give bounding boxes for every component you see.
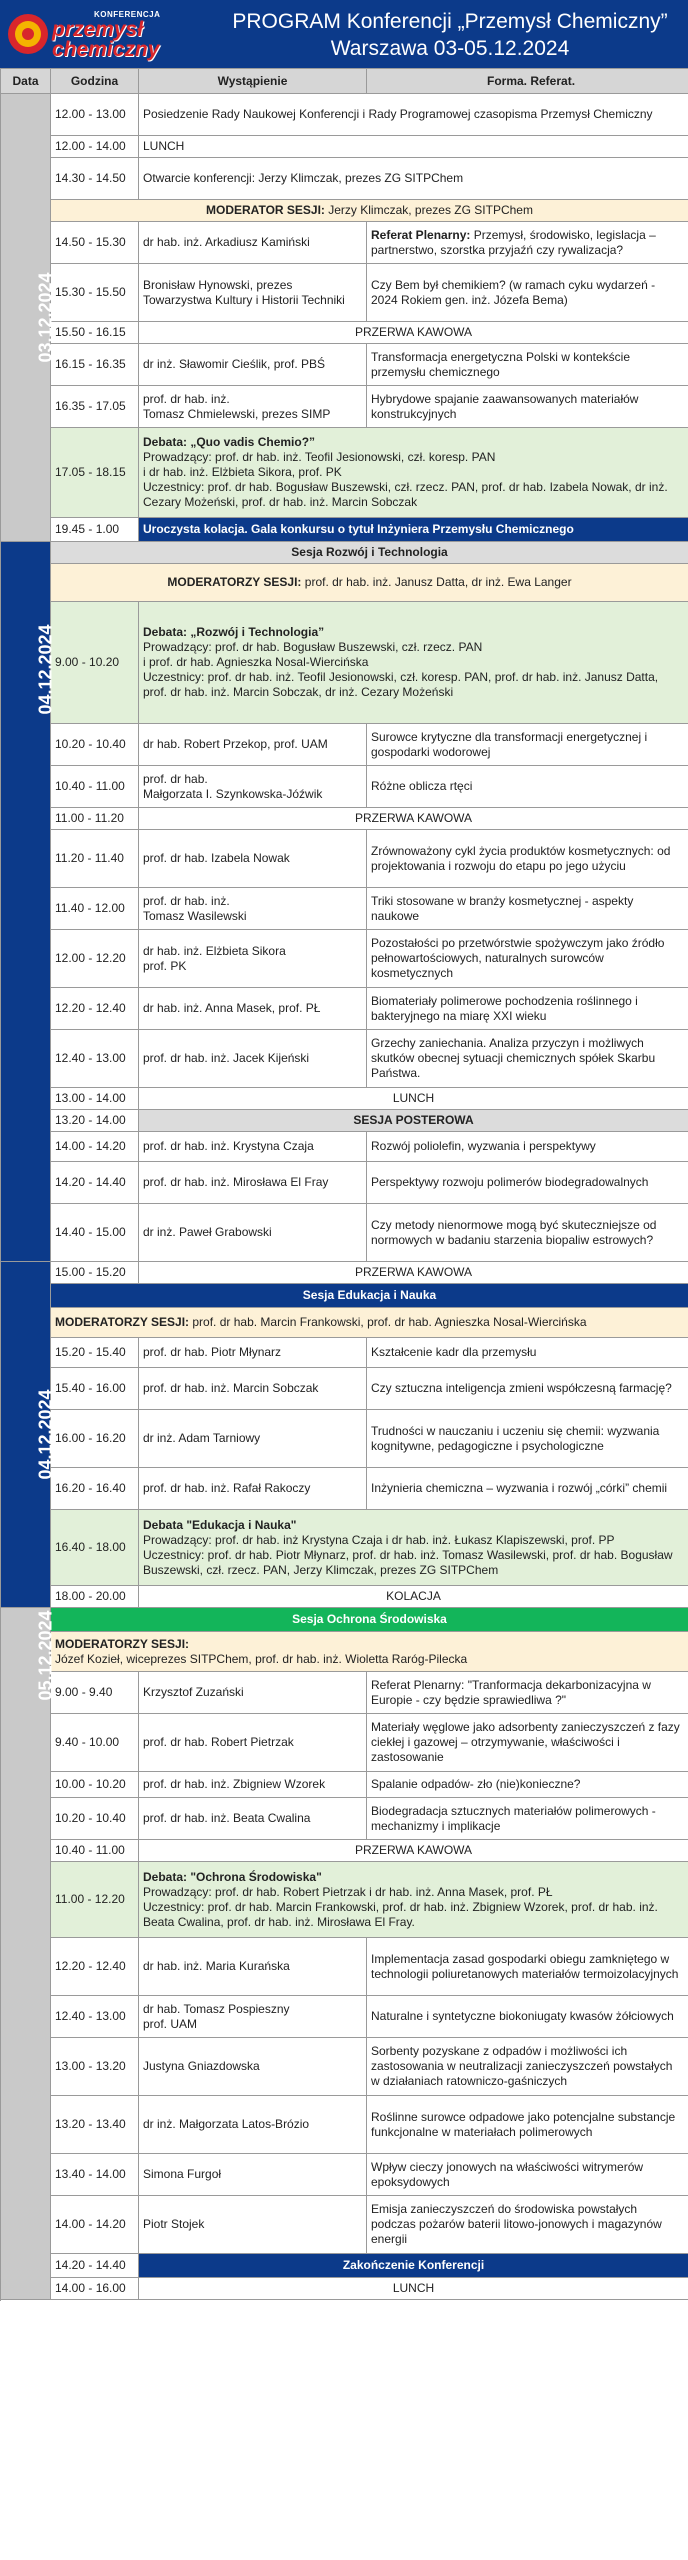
table-row: 16.20 - 16.40 prof. dr hab. inż. Rafał Rakoczy Inżynieria chemiczna – wyzwania i rozwój „córki” chemii xyxy=(1,1468,688,1510)
table-row: 9.00 - 9.40 Krzysztof Zuzański Referat Plenarny: "Tranformacja dekarbonizacyjna w Europie - czy będzie sprawiedliwa ?" xyxy=(1,1672,688,1714)
table-row: 12.40 - 13.00 dr hab. Tomasz Pospieszny prof. UAM Naturalne i syntetyczne biokoniugaty kwasów żółciowych xyxy=(1,1996,688,2038)
table-row: 14.00 - 14.20 Piotr Stojek Emisja zanieczyszczeń do środowiska powstałych podczas pożarów baterii litowo-jonowych i magazynów energii xyxy=(1,2196,688,2254)
col-talk-header: Wystąpienie xyxy=(139,69,367,94)
gala-row: 19.45 - 1.00 Uroczysta kolacja. Gala konkursu o tytuł Inżyniera Przemysłu Chemicznego xyxy=(1,518,688,542)
coffee-break-row: 10.40 - 11.00 PRZERWA KAWOWA xyxy=(1,1840,688,1862)
day-label-2a: 04.12.2024 xyxy=(1,542,51,1262)
debate-row: 11.00 - 12.20 Debata: "Ochrona Środowiska" Prowadzący: prof. dr hab. Robert Pietrzak i dr hab. inż. Anna Masek, prof. PŁ Uczestnicy: prof. dr hab. Marcin Frankowski, prof. dr hab. inż. Zbigniew Wzorek, prof. dr hab. inż. Beata Cwalina, prof. dr hab. inż. Mirosława El Fray. xyxy=(1,1862,688,1938)
table-row: 12.20 - 12.40 dr hab. inż. Maria Kurańska Implementacja zasad gospodarki obiegu zamkniętego w technologii poliuretanowych materiałów termoizolacyjnych xyxy=(1,1938,688,1996)
session-header-row: 04.12.2024 Sesja Rozwój i Technologia xyxy=(1,542,688,564)
lunch-row: 13.00 - 14.00 LUNCH xyxy=(1,1088,688,1110)
table-row: 11.20 - 11.40 prof. dr hab. Izabela Nowak Zrównoważony cykl życia produktów kosmetycznych: od projektowania i rozwoju do etapu po jego użyciu xyxy=(1,830,688,888)
debate-row: 9.00 - 10.20 Debata: „Rozwój i Technologia” Prowadzący: prof. dr hab. Bogusław Buszewski, czł. rzecz. PAN i prof. dr hab. Agnieszka Nosal-Wiercińska Uczestnicy: prof. dr hab. inż. Teofil Jesionowski, czł. koresp. PAN, prof. dr hab. inż. Janusz Datta, prof. dr hab. inż. Marcin Sobczak, dr inż. Cezary Możeński xyxy=(1,602,688,724)
logo-badge-icon xyxy=(6,12,50,56)
moderator-row: MODERATORZY SESJI: prof. dr hab. inż. Janusz Datta, dr inż. Ewa Langer xyxy=(1,564,688,602)
table-row: 14.20 - 14.40 prof. dr hab. inż. Mirosława El Fray Perspektywy rozwoju polimerów biodegradowalnych xyxy=(1,1162,688,1204)
col-time-header: Godzina xyxy=(51,69,139,94)
table-row: 15.30 - 15.50 Bronisław Hynowski, prezes Towarzystwa Kultury i Historii Techniki Czy Bem był chemikiem? (w ramach cyku wydarzeń - 2024 Rokiem gen. inż. Józefa Bema) xyxy=(1,264,688,322)
table-header-row xyxy=(1,69,688,94)
coffee-break-row: 04.12.2024 15.00 - 15.20 PRZERWA KAWOWA xyxy=(1,1262,688,1284)
session-header-row: 05.12.2024 Sesja Ochrona Środowiska xyxy=(1,1608,688,1632)
session-header-row: Sesja Edukacja i Nauka xyxy=(1,1284,688,1308)
table-row: 16.15 - 16.35 dr inż. Sławomir Cieślik, prof. PBŚ Transformacja energetyczna Polski w kontekście przemysłu chemicznego xyxy=(1,344,688,386)
conference-logo xyxy=(6,4,176,64)
page-header xyxy=(0,0,688,68)
day-label-1: 03.12.2024 xyxy=(1,94,51,542)
logo-wordmark: przemysł chemiczny xyxy=(52,18,160,61)
table-row: 15.40 - 16.00 prof. dr hab. inż. Marcin Sobczak Czy sztuczna inteligencja zmieni współczesną farmację? xyxy=(1,1368,688,1410)
table-row: 9.40 - 10.00 prof. dr hab. Robert Pietrzak Materiały węglowe jako adsorbenty zanieczyszczeń z fazy ciekłej i gazowej – otrzymywanie, właściwości i zastosowanie xyxy=(1,1714,688,1772)
coffee-break-row: 11.00 - 11.20 PRZERWA KAWOWA xyxy=(1,808,688,830)
debate-row: 16.40 - 18.00 Debata "Edukacja i Nauka" Prowadzący: prof. dr hab. inż Krystyna Czaja i dr hab. inż. Łukasz Klapiszewski, prof. PP Uczestnicy: prof. dr hab. Piotr Młynarz, prof. dr hab. inż. Tomasz Wasilewski, prof. dr hab. Bogusław Buszewski, czł. rzecz. PAN, Jerzy Klimczak, prezes ZG SITPChem xyxy=(1,1510,688,1586)
closing-row: 14.20 - 14.40 Zakończenie Konferencji xyxy=(1,2254,688,2278)
coffee-break-row: 15.50 - 16.15 PRZERWA KAWOWA xyxy=(1,322,688,344)
table-row: 15.20 - 15.40 prof. dr hab. Piotr Młynarz Kształcenie kadr dla przemysłu xyxy=(1,1338,688,1368)
table-row: 13.20 - 13.40 dr inż. Małgorzata Latos-Brózio Roślinne surowce odpadowe jako potencjalne substancje funkcjonalne w materiałach polimerowych xyxy=(1,2096,688,2154)
table-row: 10.00 - 10.20 prof. dr hab. inż. Zbigniew Wzorek Spalanie odpadów- zło (nie)konieczne? xyxy=(1,1772,688,1798)
table-row: 14.30 - 14.50 Otwarcie konferencji: Jerzy Klimczak, prezes ZG SITPChem xyxy=(1,158,688,200)
day-label-3: 05.12.2024 xyxy=(1,1608,51,2300)
table-row: 14.00 - 14.20 prof. dr hab. inż. Krystyna Czaja Rozwój poliolefin, wyzwania i perspektywy xyxy=(1,1132,688,1162)
moderator-row: MODERATOR SESJI: Jerzy Klimczak, prezes ZG SITPChem xyxy=(1,200,688,222)
table-row: 16.00 - 16.20 dr inż. Adam Tarniowy Trudności w nauczaniu i uczeniu się chemii: wyzwania kognitywne, pedagogiczne i psychologiczne xyxy=(1,1410,688,1468)
poster-session-row: 13.20 - 14.00 SESJA POSTEROWA xyxy=(1,1110,688,1132)
table-row: 13.00 - 13.20 Justyna Gniazdowska Sorbenty pozyskane z odpadów i możliwości ich zastosowania w neutralizacji zanieczyszczeń powstałych w działaniach ratowniczo-gaśniczych xyxy=(1,2038,688,2096)
moderator-row: MODERATORZY SESJI: prof. dr hab. Marcin Frankowski, prof. dr hab. Agnieszka Nosal-Wiercińska xyxy=(1,1308,688,1338)
table-row: 14.50 - 15.30 dr hab. inż. Arkadiusz Kamiński Referat Plenarny: Przemysł, środowisko, legislacja – partnerstwo, szorstka przyjaźń czy rywalizacja? xyxy=(1,222,688,264)
table-row: 12.40 - 13.00 prof. dr hab. inż. Jacek Kijeński Grzechy zaniechania. Analiza przyczyn i możliwych skutków obecnej sytuacji chemicznych spółek Skarbu Państwa. xyxy=(1,1030,688,1088)
table-row: 13.40 - 14.00 Simona Furgoł Wpływ cieczy jonowych na właściwości witrymerów epoksydowych xyxy=(1,2154,688,2196)
table-row: 12.00 - 12.20 dr hab. inż. Elżbieta Sikora prof. PK Pozostałości po przetwórstwie spożywczym jako źródło pełnowartościowych, naturalnych surowców kosmetycznych xyxy=(1,930,688,988)
table-row: 10.20 - 10.40 dr hab. Robert Przekop, prof. UAM Surowce krytyczne dla transformacji energetycznej i gospodarki wodorowej xyxy=(1,724,688,766)
table-row: 16.35 - 17.05 prof. dr hab. inż. Tomasz Chmielewski, prezes SIMP Hybrydowe spajanie zaawansowanych materiałów konstrukcyjnych xyxy=(1,386,688,428)
lunch-row: 14.00 - 16.00 LUNCH xyxy=(1,2278,688,2300)
table-row: 14.40 - 15.00 dr inż. Paweł Grabowski Czy metody nienormowe mogą być skuteczniejsze od normowych w badaniu starzenia biopaliw estrowych? xyxy=(1,1204,688,1262)
dinner-row: 18.00 - 20.00 KOLACJA xyxy=(1,1586,688,1608)
day-label-2b: 04.12.2024 xyxy=(1,1262,51,1608)
table-row: 12.20 - 12.40 dr hab. inż. Anna Masek, prof. PŁ Biomateriały polimerowe pochodzenia roślinnego i bakteryjnego na miarę XXI wieku xyxy=(1,988,688,1030)
logo-caption: KONFERENCJA xyxy=(94,10,161,19)
col-form-header: Forma. Referat. xyxy=(367,69,688,94)
table-row: 10.40 - 11.00 prof. dr hab. Małgorzata I. Szynkowska-Jóźwik Różne oblicza rtęci xyxy=(1,766,688,808)
table-row: 03.12.2024 12.00 - 13.00 Posiedzenie Rady Naukowej Konferencji i Rady Programowej czasopisma Przemysł Chemiczny xyxy=(1,94,688,136)
program-table xyxy=(0,68,688,2300)
col-date-header: Data xyxy=(1,69,51,94)
moderator-row: MODERATORZY SESJI: Józef Kozieł, wiceprezes SITPChem, prof. dr hab. inż. Wioletta Raróg-Pilecka xyxy=(1,1632,688,1672)
debate-row: 17.05 - 18.15 Debata: „Quo vadis Chemio?” Prowadzący: prof. dr hab. inż. Teofil Jesionowski, czł. koresp. PAN i dr hab. inż. Elżbieta Sikora, prof. PK Uczestnicy: prof. dr hab. Bogusław Buszewski, czł. rzecz. PAN, prof. dr hab. Izabela Nowak, dr inż. Cezary Możeński, prof. dr hab. inż. Marcin Sobczak xyxy=(1,428,688,518)
page-title: PROGRAM Konferencji „Przemysł Chemiczny” Warszawa 03-05.12.2024 xyxy=(232,10,668,60)
table-row: 12.00 - 14.00 LUNCH xyxy=(1,136,688,158)
table-row: 10.20 - 10.40 prof. dr hab. inż. Beata Cwalina Biodegradacja sztucznych materiałów polimerowych - mechanizmy i implikacje xyxy=(1,1798,688,1840)
table-row: 11.40 - 12.00 prof. dr hab. inż. Tomasz Wasilewski Triki stosowane w branży kosmetycznej - aspekty naukowe xyxy=(1,888,688,930)
